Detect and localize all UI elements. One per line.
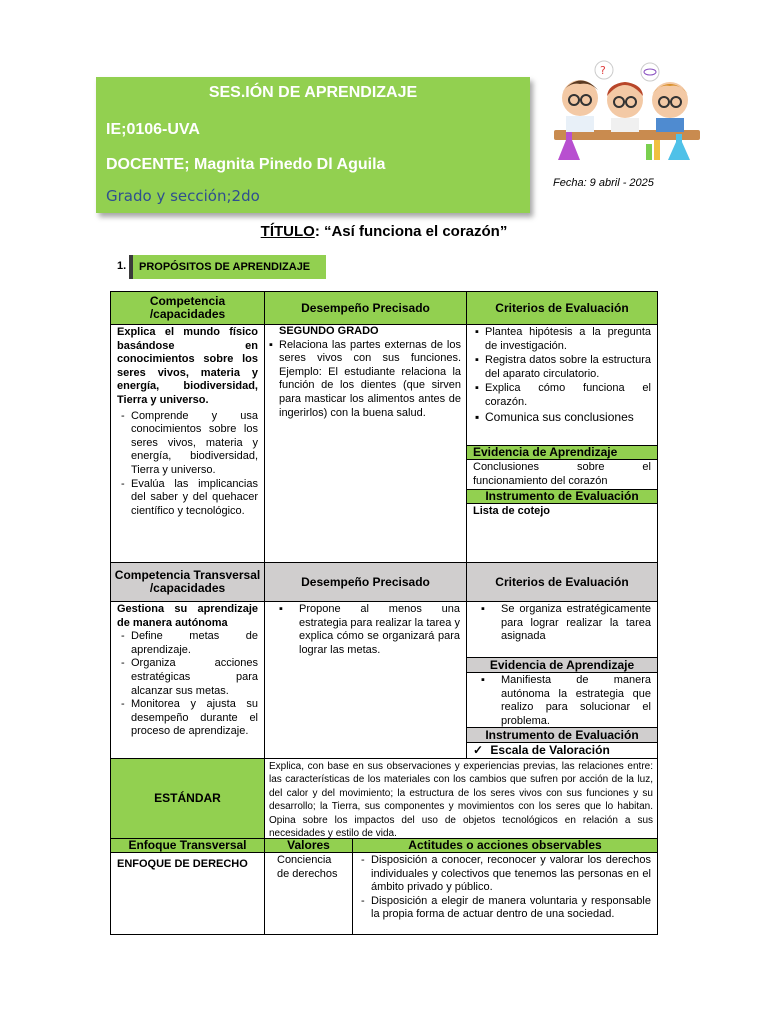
list-item: - Comprende y usa conocimientos sobre los seres vivos, materia y energía, biodiversidad, Tierra y universo. [117,410,258,478]
list-item: - Organiza acciones estratégicas para alcanzar sus metas. [117,657,258,698]
section-heading-label: PROPÓSITOS DE APRENDIZAJE [139,261,311,273]
t2-competencia: Gestiona su aprendizaje de manera autónoma [117,603,258,629]
enfoque-header: Enfoque Transversal [110,838,265,853]
session-title: SES.IÓN DE APRENDIZAJE [208,84,418,101]
list-item: - Evalúa las implicancias del saber y del quehacer científico y tecnológico. [117,478,258,519]
lesson-title [0,223,768,240]
t2-header-desempeno: Desempeño Precisado [264,562,467,602]
list-item: ▪ Registra datos sobre la estructura del aparato circulatorio. [473,354,651,381]
t2-evidencia-cell [466,672,658,728]
list-item: ▪ Comunica sus conclusiones [473,411,651,425]
t2-criterio-cell [466,601,658,658]
section-heading [129,255,326,279]
t1-evidencia: Conclusiones sobre el funcionamiento del corazón [466,459,658,490]
date-label: Fecha: 9 abril - 2025 [553,177,654,189]
list-item: ▪ Manifiesta de manera autónoma la estrategia que realizo para solucionar el problema. [479,674,651,728]
t1-criterios-cell [466,324,658,446]
t2-header-competencia: Competencia Transversal /capacidades [110,562,265,602]
t2-instrumento-cell [466,742,658,759]
t1-competencia: Explica el mundo físico basándose en conocimientos sobre los seres vivos, materia y energía, biodiversidad, Tierra y universo. [117,326,258,406]
t1-grado: SEGUNDO GRADO [279,325,379,337]
list-item: - Disposición a elegir de manera voluntaria y responsable la propia forma de actuar dentro de una sociedad. [357,895,651,922]
t2-criterio-list [479,603,651,644]
t2-desempeno-list [277,603,460,657]
t1-competencia-cell [110,324,265,563]
title-text: : “Así funciona el corazón” [314,223,508,240]
t2-competencia-cell [110,601,265,759]
t1-desempeno-cell [264,324,467,563]
title-label: TÍTULO [260,223,315,240]
t2-header-criterios: Criterios de Evaluación [466,562,658,602]
t1-desempeno-list [267,339,461,421]
estandar-text: Explica, con base en sus observaciones y experiencias previas, las relaciones entre: las características de los materiales con los cambios que sufren por acción de la luz, del calor y del movimiento; la estructura de los seres vivos con sus funciones y su desarrollo; la Tierra, sus componentes y movimientos con los seres que lo habitan. Opina sobre los impactos del uso de objetos tecnológicos en relación a sus necesidades y estilo de vida. [264,758,658,839]
valores-header: Valores [264,838,353,853]
t1-capacidades-list [117,410,258,519]
t1-instrumento: Lista de cotejo [466,503,658,563]
list-item: ▪ Explica cómo funciona el corazón. [473,382,651,409]
list-item: ▪ Propone al menos una estrategia para realizar la tarea y explica cómo se organizará para lograr las metas. [277,603,460,657]
list-item: ▪ Plantea hipótesis a la pregunta de investigación. [473,326,651,353]
list-item: ▪ Se organiza estratégicamente para lograr realizar la tarea asignada [479,603,651,644]
estandar-label: ESTÁNDAR [110,758,265,839]
list-item: - Monitorea y ajusta su desempeño durante el proceso de aprendizaje. [117,698,258,739]
actitudes-header: Actitudes o acciones observables [352,838,658,853]
children-scientists-illustration [550,60,704,164]
t2-instrumento-label: Instrumento de Evaluación [466,727,658,743]
section-number: 1. [117,260,127,272]
enfoque-valor: Conciencia de derechos [264,852,353,935]
t1-instrumento-label: Instrumento de Evaluación [466,489,658,504]
t2-evidencia-list [479,674,651,728]
t1-header-desempeno: Desempeño Precisado [264,291,467,325]
t2-desempeno-cell [264,601,467,759]
teacher-name: DOCENTE; Magnita Pinedo Dl Aguila [106,156,386,173]
t1-criterios-list [473,326,651,424]
list-item: ▪ Relaciona las partes externas de los seres vivos con sus funciones. Ejemplo: El estudiante relaciona la función de los dientes (que sirven para masticar los alimentos antes de ingerirlos) con la buena salud. [267,339,461,421]
t1-evidencia-label: Evidencia de Aprendizaje [466,445,658,460]
session-header [96,77,530,213]
list-item: - Disposición a conocer, reconocer y valorar los derechos individuales y colectivos que tenemos las personas en el ámbito privado y público. [357,854,651,895]
enfoque-actitudes-cell [352,852,658,935]
t2-instrumento: Escala de Valoración [490,743,610,757]
enfoque-actitudes-list [357,854,651,922]
check-icon: ✓ [473,743,484,757]
t2-capacidades-list [117,630,258,739]
svg-text:?: ? [600,64,606,77]
list-item: - Define metas de aprendizaje. [117,630,258,657]
grade-section: Grado y sección;2do [106,187,260,205]
t1-header-competencia: Competencia /capacidades [110,291,265,325]
t1-header-criterios: Criterios de Evaluación [466,291,658,325]
school-code: IE;0106-UVA [106,121,200,138]
enfoque-name: ENFOQUE DE DERECHO [110,852,265,935]
t2-evidencia-label: Evidencia de Aprendizaje [466,657,658,673]
